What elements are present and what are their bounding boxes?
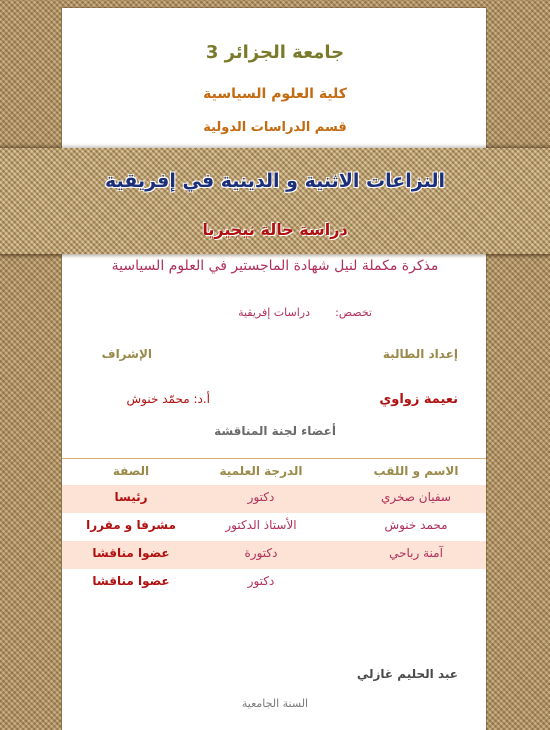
specialization-label: تخصص: (335, 306, 372, 319)
table-row (62, 513, 486, 541)
member-name: سفيان صخري (381, 490, 451, 504)
committee-label: أعضاء لجنة المناقشة (214, 424, 336, 438)
header-role: الصفة (112, 464, 150, 478)
academic-year: السنة الجامعية (241, 697, 309, 710)
faculty-name: كلية العلوم السياسية (203, 86, 347, 102)
title-page-sheet (62, 8, 486, 730)
university-name: جامعة الجزائر 3 (205, 42, 345, 63)
member-role: مشرفا و مقررا (86, 518, 176, 532)
thesis-title: النزاعات الاثنية و الدينية في إفريقية (105, 170, 445, 192)
table-row (62, 541, 486, 569)
table-row (62, 569, 486, 597)
member-name: آمنة رباحي (389, 546, 443, 560)
table-row (62, 485, 486, 513)
member-role: عضوا مناقشا (92, 546, 170, 560)
member-degree: دكتورة (244, 546, 278, 560)
member-degree: الأستاذ الدكتور (225, 518, 297, 532)
member-role: عضوا مناقشا (92, 574, 170, 588)
specialization-value: دراسات إفريقية (238, 306, 310, 319)
committee-table-header (62, 459, 486, 485)
signer-name: عبد الحليم غازلي (356, 667, 458, 681)
member-name: محمد خنوش (384, 518, 448, 532)
member-degree: دكتور (247, 490, 275, 504)
supervisor-label: الإشراف (101, 347, 152, 361)
prepared-by-label: إعداد الطالبة (382, 347, 458, 361)
student-name: نعيمة زواوي (379, 392, 458, 407)
department-name: قسم الدراسات الدولية (203, 120, 347, 135)
committee-table (62, 458, 486, 597)
member-role: رئيسا (114, 490, 148, 504)
member-degree: دكتور (247, 574, 275, 588)
header-name: الاسم و اللقب (373, 464, 459, 478)
supervisor-name: أ.د: محمّد خنوش (126, 392, 210, 406)
thesis-subtitle: دراسة حالة نيجيريا (202, 220, 348, 239)
header-degree: الدرجة العلمية (219, 464, 303, 478)
thesis-memo: مذكرة مكملة لنيل شهادة الماجستير في العلوم السياسية (111, 258, 439, 274)
